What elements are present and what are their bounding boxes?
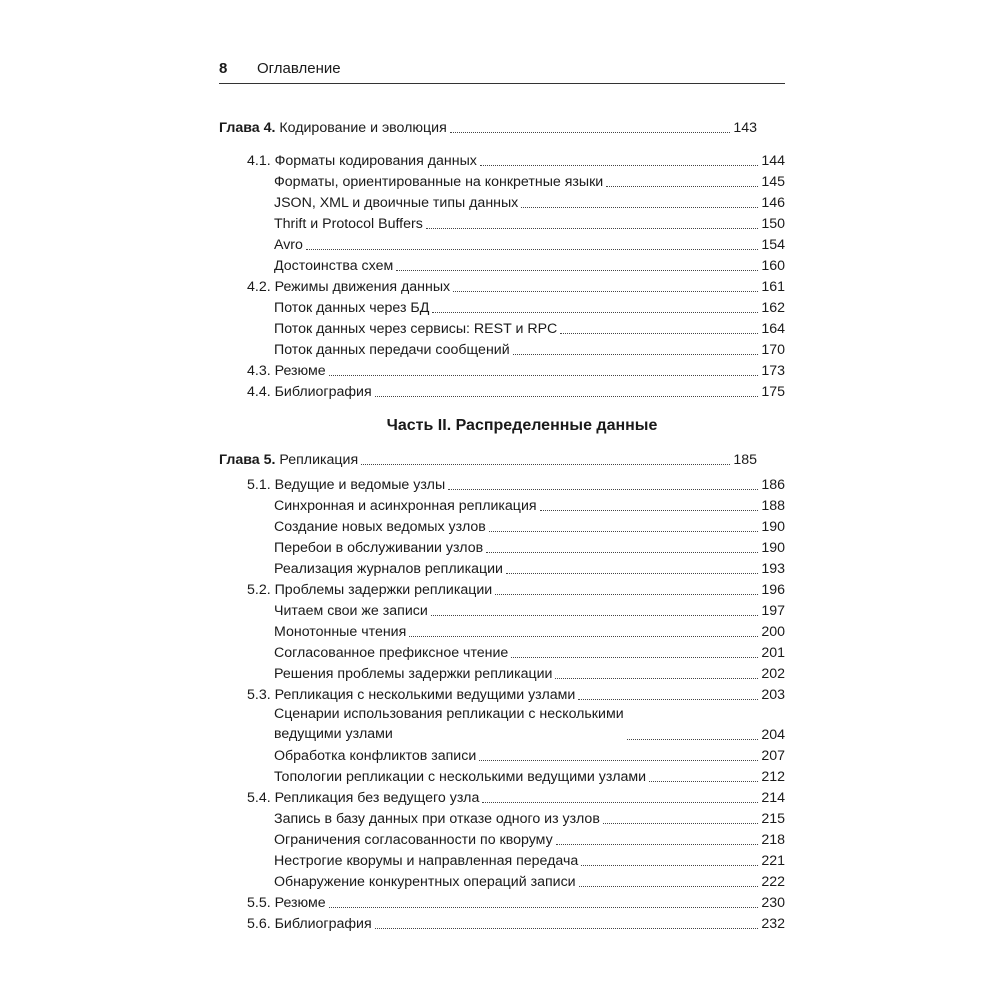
entry-title: JSON, XML и двоичные типы данных — [274, 195, 519, 211]
dot-leader — [521, 206, 758, 208]
page-ref: 162 — [761, 300, 785, 316]
dot-leader — [486, 551, 758, 553]
entry-title: 4.2. Режимы движения данных — [247, 279, 451, 295]
page-ref: 204 — [761, 727, 785, 743]
entry-title: Перебои в обслуживании узлов — [274, 540, 484, 556]
page-ref: 145 — [761, 174, 785, 190]
toc-chapter-5 — [219, 448, 785, 469]
entry-title: Монотонные чтения — [274, 624, 407, 640]
entry-title: 5.4. Репликация без ведущего узла — [247, 790, 480, 806]
entry-title: Согласованное префиксное чтение — [274, 645, 509, 661]
page-ref: 146 — [761, 195, 785, 211]
toc-section — [247, 683, 785, 704]
dot-leader — [453, 290, 758, 292]
dot-leader — [375, 927, 759, 929]
entry-title: Thrift и Protocol Buffers — [274, 216, 423, 232]
page-ref: 232 — [761, 916, 785, 932]
page-ref: 218 — [761, 832, 785, 848]
page-ref: 212 — [761, 769, 785, 785]
dot-leader — [579, 885, 759, 887]
table-of-contents — [219, 116, 785, 933]
page-ref: 214 — [761, 790, 785, 806]
dot-leader — [375, 395, 759, 397]
toc-subsection — [274, 170, 785, 191]
toc-subsection — [274, 744, 785, 765]
entry-title: Решения проблемы задержки репликации — [274, 666, 553, 682]
dot-leader — [560, 332, 758, 334]
dot-leader — [581, 864, 758, 866]
page-ref: 188 — [761, 498, 785, 514]
page-ref: 222 — [761, 874, 785, 890]
dot-leader — [513, 353, 759, 355]
dot-leader — [409, 635, 758, 637]
toc-subsection — [274, 662, 785, 683]
toc-subsection — [274, 828, 785, 849]
dot-leader — [479, 759, 758, 761]
page-ref: 201 — [761, 645, 785, 661]
page-ref: 154 — [761, 237, 785, 253]
toc-subsection — [274, 807, 785, 828]
toc-subsection — [274, 212, 785, 233]
dot-leader — [432, 311, 758, 313]
dot-leader — [489, 530, 758, 532]
toc-subsection — [274, 191, 785, 212]
entry-title: Форматы, ориентированные на конкретные языки — [274, 174, 604, 190]
entry-title: 5.5. Резюме — [247, 895, 326, 911]
page-ref: 193 — [761, 561, 785, 577]
toc-subsection — [274, 296, 785, 317]
toc-section — [247, 149, 785, 170]
chapter-label: Глава 5. — [219, 452, 276, 468]
page-ref: 161 — [761, 279, 785, 295]
toc-section — [247, 891, 785, 912]
dot-leader — [578, 698, 758, 700]
page-ref: 202 — [761, 666, 785, 682]
toc-subsection — [274, 536, 785, 557]
page-ref: 186 — [761, 477, 785, 493]
page-ref: 144 — [761, 153, 785, 169]
entry-title: 4.3. Резюме — [247, 363, 326, 379]
page-ref: 150 — [761, 216, 785, 232]
toc-section — [247, 275, 785, 296]
entry-title: Поток данных через сервисы: REST и RPC — [274, 321, 558, 337]
chapter-label: Глава 4. — [219, 120, 276, 136]
entry-title: Нестрогие кворумы и направленная передача — [274, 853, 579, 869]
toc-subsection — [274, 557, 785, 578]
entry-title: Реализация журналов репликации — [274, 561, 503, 577]
chapter-title: Репликация — [279, 452, 359, 468]
page-ref: 200 — [761, 624, 785, 640]
dot-leader — [511, 656, 758, 658]
toc-section — [247, 359, 785, 380]
dot-leader — [450, 131, 731, 133]
toc-section — [247, 380, 785, 401]
entry-title: Запись в базу данных при отказе одного из узлов — [274, 811, 600, 827]
page-number: 8 — [219, 60, 228, 77]
page-ref: 175 — [761, 384, 785, 400]
dot-leader — [506, 572, 758, 574]
page-ref: 170 — [761, 342, 785, 358]
toc-section — [247, 912, 785, 933]
toc-subsection — [274, 870, 785, 891]
entry-title: Avro — [274, 237, 303, 253]
page-ref: 160 — [761, 258, 785, 274]
toc-subsection — [274, 494, 785, 515]
page-ref: 203 — [761, 687, 785, 703]
dot-leader — [556, 843, 759, 845]
dot-leader — [480, 164, 758, 166]
page-ref: 173 — [761, 363, 785, 379]
page-ref: 190 — [761, 519, 785, 535]
toc-section — [247, 786, 785, 807]
dot-leader — [649, 780, 758, 782]
entry-title: 5.1. Ведущие и ведомые узлы — [247, 477, 446, 493]
toc-subsection — [274, 515, 785, 536]
entry-title: Ограничения согласованности по кворуму — [274, 832, 553, 848]
dot-leader — [540, 509, 759, 511]
dot-leader — [329, 906, 759, 908]
page-ref: 197 — [761, 603, 785, 619]
toc-subsection — [274, 599, 785, 620]
entry-title-line1: Сценарии использования репликации с несколькими — [274, 706, 624, 722]
page-ref: 207 — [761, 748, 785, 764]
toc-subsection — [274, 704, 785, 744]
entry-title-line2: ведущими узлами — [274, 726, 393, 742]
entry-title: Обработка конфликтов записи — [274, 748, 477, 764]
dot-leader — [627, 738, 759, 740]
dot-leader — [426, 227, 759, 229]
page-ref: 221 — [761, 853, 785, 869]
toc-subsection — [274, 765, 785, 786]
entry-title: Достоинства схем — [274, 258, 394, 274]
entry-title: Топологии репликации с несколькими ведущими узлами — [274, 769, 647, 785]
entry-title: 5.2. Проблемы задержки репликации — [247, 582, 493, 598]
dot-leader — [431, 614, 759, 616]
entry-title: 5.3. Репликация с несколькими ведущими узлами — [247, 687, 576, 703]
dot-leader — [396, 269, 758, 271]
dot-leader — [448, 488, 758, 490]
entry-title: 4.1. Форматы кодирования данных — [247, 153, 477, 169]
chapter-title: Кодирование и эволюция — [279, 120, 447, 136]
entry-title: Поток данных передачи сообщений — [274, 342, 510, 358]
dot-leader — [306, 248, 758, 250]
page-ref: 196 — [761, 582, 785, 598]
dot-leader — [482, 801, 758, 803]
dot-leader — [603, 822, 758, 824]
toc-subsection — [274, 317, 785, 338]
entry-title: Создание новых ведомых узлов — [274, 519, 486, 535]
page-ref: 190 — [761, 540, 785, 556]
toc-chapter-4 — [219, 116, 785, 137]
entry-title: 4.4. Библиография — [247, 384, 372, 400]
toc-subsection — [274, 641, 785, 662]
dot-leader — [555, 677, 758, 679]
page-ref: 215 — [761, 811, 785, 827]
entry-title: Обнаружение конкурентных операций записи — [274, 874, 576, 890]
header-rule — [219, 83, 785, 84]
page-ref: 185 — [733, 452, 757, 468]
page-ref: 230 — [761, 895, 785, 911]
running-head: Оглавление — [257, 60, 341, 77]
toc-subsection — [274, 849, 785, 870]
dot-leader — [361, 463, 730, 465]
page-header — [219, 60, 785, 82]
toc-subsection — [274, 233, 785, 254]
dot-leader — [495, 593, 758, 595]
toc-subsection — [274, 620, 785, 641]
toc-section — [247, 578, 785, 599]
toc-subsection — [274, 254, 785, 275]
dot-leader — [329, 374, 759, 376]
toc-subsection — [274, 338, 785, 359]
page-ref: 143 — [733, 120, 757, 136]
entry-title: Поток данных через БД — [274, 300, 430, 316]
entry-title: 5.6. Библиография — [247, 916, 372, 932]
toc-section — [247, 473, 785, 494]
entry-title: Читаем свои же записи — [274, 603, 428, 619]
entry-title: Синхронная и асинхронная репликация — [274, 498, 537, 514]
dot-leader — [606, 185, 758, 187]
part-heading: Часть II. Распределенные данные — [386, 417, 658, 434]
page-ref: 164 — [761, 321, 785, 337]
